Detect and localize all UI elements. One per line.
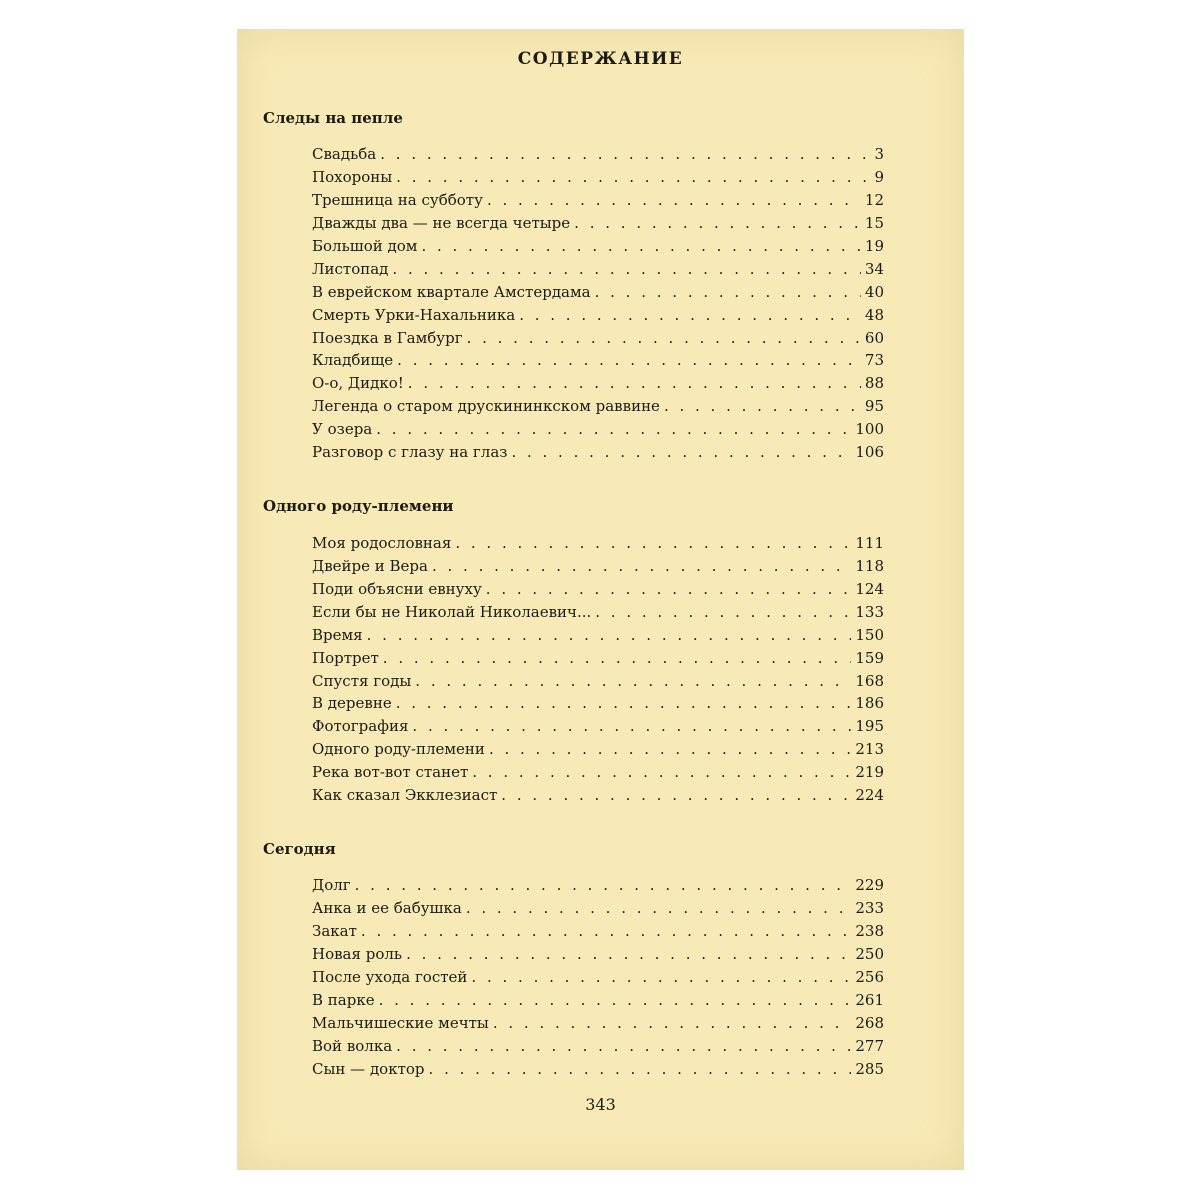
entry-page: 118: [855, 557, 884, 575]
toc-entry: [312, 649, 884, 671]
section-title: Одного роду-племени: [263, 497, 454, 515]
dot-leader: [383, 649, 852, 667]
dot-leader: [574, 214, 861, 232]
dot-leader: [511, 443, 851, 461]
entry-page: 106: [855, 443, 884, 461]
dot-leader: [396, 168, 870, 186]
toc-entry: [312, 694, 884, 716]
dot-leader: [519, 306, 861, 324]
page-title: СОДЕРЖАНИЕ: [517, 49, 684, 69]
dot-leader: [415, 672, 851, 690]
dot-leader: [471, 968, 851, 986]
entry-title: Мальчишеские мечты: [312, 1014, 489, 1032]
entry-title: Легенда о старом друскининкском раввине: [312, 397, 660, 415]
toc-entry: [312, 374, 884, 396]
toc-entry: [312, 237, 884, 259]
entry-page: 238: [855, 922, 884, 940]
entry-title: Одного роду-племени: [312, 740, 485, 758]
dot-leader: [396, 1037, 851, 1055]
toc-entry: [312, 557, 884, 579]
dot-leader: [487, 191, 861, 209]
dot-leader: [432, 557, 851, 575]
entry-title: В парке: [312, 991, 375, 1009]
toc-entry: [312, 283, 884, 305]
entry-page: 233: [855, 899, 884, 917]
entry-title: В деревне: [312, 694, 392, 712]
dot-leader: [355, 876, 852, 894]
toc-entry: [312, 306, 884, 328]
entry-title: Закат: [312, 922, 357, 940]
entry-title: После ухода гостей: [312, 968, 468, 986]
dot-leader: [486, 580, 852, 598]
entry-title: Новая роль: [312, 945, 403, 963]
entry-title: Фотография: [312, 717, 409, 735]
entry-title: Время: [312, 626, 363, 644]
dot-leader: [429, 1060, 852, 1078]
toc-entry: [312, 1014, 884, 1036]
toc-entry: [312, 786, 884, 808]
dot-leader: [406, 945, 851, 963]
entry-title: Кладбище: [312, 351, 394, 369]
dot-leader: [361, 922, 851, 940]
entry-title: Вой волка: [312, 1037, 393, 1055]
entry-page: 3: [874, 145, 884, 163]
entry-title: Долг: [312, 876, 351, 894]
dot-leader: [412, 717, 851, 735]
toc-entry: [312, 672, 884, 694]
entry-page: 150: [855, 626, 884, 644]
entry-title: О-о, Дидко!: [312, 374, 404, 392]
entry-page: 60: [864, 329, 884, 347]
dot-leader: [397, 351, 861, 369]
toc-entry: [312, 945, 884, 967]
entry-page: 168: [855, 672, 884, 690]
toc-entry: [312, 397, 884, 419]
entry-page: 219: [855, 763, 884, 781]
toc-entry: [312, 1037, 884, 1059]
entry-title: Похороны: [312, 168, 393, 186]
entry-title: Как сказал Экклезиаст: [312, 786, 498, 804]
toc-entry: [312, 260, 884, 282]
entry-page: 229: [855, 876, 884, 894]
toc-entry: [312, 351, 884, 373]
toc-entry: [312, 922, 884, 944]
toc-entry: [312, 603, 884, 625]
entry-page: 186: [855, 694, 884, 712]
toc-entry: [312, 991, 884, 1013]
dot-leader: [392, 260, 860, 278]
section-title: Следы на пепле: [263, 109, 403, 127]
page-number: 343: [585, 1095, 616, 1114]
toc-entry: [312, 534, 884, 556]
entry-title: Листопад: [312, 260, 389, 278]
entry-page: 256: [855, 968, 884, 986]
toc-entry: [312, 580, 884, 602]
entry-page: 95: [864, 397, 884, 415]
entry-title: Река вот-вот станет: [312, 763, 469, 781]
entry-page: 285: [855, 1060, 884, 1078]
dot-leader: [466, 899, 852, 917]
entry-page: 250: [855, 945, 884, 963]
entry-page: 15: [864, 214, 884, 232]
entry-page: 133: [855, 603, 884, 621]
entry-title: Поди объясни евнуху: [312, 580, 482, 598]
dot-leader: [408, 374, 861, 392]
dot-leader: [455, 534, 851, 552]
dot-leader: [489, 740, 851, 758]
dot-leader: [501, 786, 851, 804]
entry-page: 48: [864, 306, 884, 324]
toc-entry: [312, 145, 884, 167]
dot-leader: [376, 420, 851, 438]
entry-title: Двейре и Вера: [312, 557, 428, 575]
entry-page: 124: [855, 580, 884, 598]
dot-leader: [379, 991, 852, 1009]
toc-entry: [312, 876, 884, 898]
entry-page: 100: [855, 420, 884, 438]
toc-entry: [312, 1060, 884, 1082]
entry-title: У озера: [312, 420, 373, 438]
entry-page: 268: [855, 1014, 884, 1032]
toc-entry: [312, 717, 884, 739]
entry-title: Большой дом: [312, 237, 418, 255]
dot-leader: [472, 763, 851, 781]
entry-title: Трешница на субботу: [312, 191, 483, 209]
entry-page: 12: [864, 191, 884, 209]
entry-title: Моя родословная: [312, 534, 452, 552]
entry-title: Сын — доктор: [312, 1060, 425, 1078]
entry-title: Портрет: [312, 649, 379, 667]
entry-title: В еврейском квартале Амстердама: [312, 283, 591, 301]
dot-leader: [664, 397, 861, 415]
entry-title: Поездка в Гамбург: [312, 329, 463, 347]
dot-leader: [421, 237, 860, 255]
toc-entry: [312, 329, 884, 351]
entry-page: 34: [864, 260, 884, 278]
entry-page: 88: [864, 374, 884, 392]
toc-entry: [312, 214, 884, 236]
entry-page: 40: [864, 283, 884, 301]
toc-entry: [312, 420, 884, 442]
entry-title: Дважды два — не всегда четыре: [312, 214, 571, 232]
entry-page: 111: [855, 534, 884, 552]
dot-leader: [467, 329, 861, 347]
entry-page: 195: [855, 717, 884, 735]
entry-title: Спустя годы: [312, 672, 412, 690]
entry-page: 213: [855, 740, 884, 758]
dot-leader: [595, 603, 851, 621]
toc-entry: [312, 763, 884, 785]
dot-leader: [493, 1014, 852, 1032]
section-title: Сегодня: [263, 840, 336, 858]
toc-entry: [312, 626, 884, 648]
toc-entry: [312, 191, 884, 213]
dot-leader: [367, 626, 852, 644]
dot-leader: [380, 145, 870, 163]
dot-leader: [396, 694, 852, 712]
book-page: [237, 29, 964, 1170]
entry-title: Анка и ее бабушка: [312, 899, 462, 917]
entry-page: 9: [874, 168, 884, 186]
entry-title: Смерть Урки-Нахальника: [312, 306, 516, 324]
entry-page: 224: [855, 786, 884, 804]
toc-entry: [312, 740, 884, 762]
entry-page: 159: [855, 649, 884, 667]
entry-page: 277: [855, 1037, 884, 1055]
toc-entry: [312, 899, 884, 921]
toc-entry: [312, 443, 884, 465]
entry-title: Разговор с глазу на глаз: [312, 443, 508, 461]
toc-entry: [312, 168, 884, 190]
toc-entry: [312, 968, 884, 990]
entry-page: 19: [864, 237, 884, 255]
entry-page: 73: [864, 351, 884, 369]
entry-title: Если бы не Николай Николаевич...: [312, 603, 592, 621]
entry-title: Свадьба: [312, 145, 377, 163]
entry-page: 261: [855, 991, 884, 1009]
dot-leader: [595, 283, 861, 301]
